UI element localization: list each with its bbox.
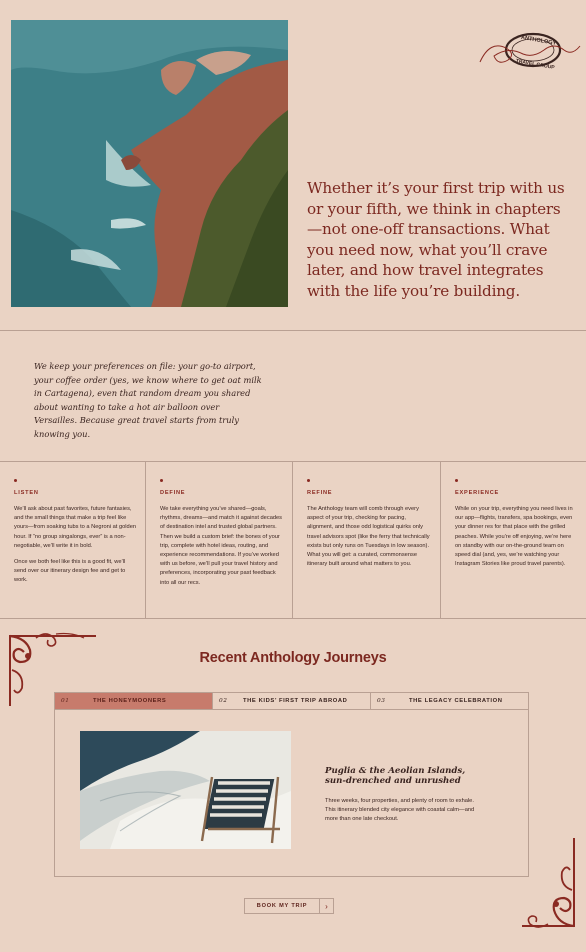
tab-number: 02 — [219, 698, 228, 704]
step-title: EXPERIENCE — [455, 490, 500, 496]
step-listen — [0, 462, 145, 618]
svg-text:ANTHOLOGY: ANTHOLOGY — [520, 34, 557, 47]
intro-statement: Whether it’s your first trip with us or your fifth, we think in chapters—not one-off transactions. What you need now, what you’ll crave later, and how travel integrates with the life you’re building. — [307, 179, 565, 300]
hero-coastal-cliff-photo — [11, 20, 288, 307]
tab-label: THE KIDS’ FIRST TRIP ABROAD — [243, 698, 348, 704]
step-define — [145, 462, 292, 618]
bullet-dot — [455, 479, 458, 482]
journey-title-line: sun-drenched and unrushed — [325, 776, 461, 786]
tab-label: THE HONEYMOONERS — [93, 698, 167, 704]
step-paragraph: The Anthology team will comb through every aspect of your trip, checking for pacing, alignment, and those odd logistical quirks only travel advisors spot (like the ferry that technically exists but only runs on Tuesdays in low season). What you will get: a curated, commonsense itinerary built around what matters to you. — [307, 506, 430, 568]
tab-legacy-celebration[interactable] — [370, 693, 528, 709]
journey-title — [325, 766, 485, 786]
step-paragraph: Once we both feel like this is a good fit, we’ll send over our itinerary design fee and get to work. — [14, 559, 126, 584]
bullet-dot — [160, 479, 163, 482]
section-divider — [0, 330, 586, 331]
preferences-note: We keep your preferences on file: your go-to airport, your coffee order (yes, we know where to get oat milk in Cartagena), even that random dream you shared about wanting to take a hot air balloon over Versailles. Because great travel starts from truly knowing you. — [34, 361, 262, 439]
button-label: BOOK MY TRIP — [256, 903, 308, 909]
section-title: Recent Anthology Journeys — [199, 650, 387, 666]
cliff-illustration — [11, 20, 288, 307]
tab-honeymooners[interactable] — [55, 693, 212, 709]
step-paragraph: We’ll ask about past favorites, future fantasies, and the small things that make a trip feel like yours—from soaking tubs to a Negroni at golden hour. If “no group singalongs, ever” is a non-negotiable, we’ll write it in bold. — [14, 506, 137, 549]
step-title: DEFINE — [160, 490, 186, 496]
tab-label: THE LEGACY CELEBRATION — [409, 698, 503, 704]
brand-seal-logo — [478, 28, 582, 72]
journey-description: Three weeks, four properties, and plenty of room to exhale. This itinerary blended city elegance with coastal calm—and more than one late checkout. — [325, 798, 475, 823]
book-my-trip-button[interactable] — [244, 898, 334, 914]
bullet-dot — [14, 479, 17, 482]
step-experience — [440, 462, 586, 618]
tab-number: 01 — [61, 698, 70, 704]
bullet-dot — [307, 479, 310, 482]
journey-photo — [80, 731, 291, 849]
tab-number: 03 — [377, 698, 386, 704]
process-steps — [0, 461, 586, 619]
svg-text:TRAVEL GROUP: TRAVEL GROUP — [515, 58, 555, 71]
chevron-right-icon: › — [319, 899, 333, 913]
step-title: REFINE — [307, 490, 333, 496]
step-title: LISTEN — [14, 490, 39, 496]
journey-tabs — [55, 693, 528, 710]
step-refine — [292, 462, 440, 618]
step-paragraph: While on your trip, everything you need lives in our app—flights, transfers, spa bookings, even your dinner res for that place with the grilled peaches. While you’re off enjoying, we’re here on standby with our on-the-ground team on speed dial (and, yes, we’re watching your Instagram Stories like proud travel parents). — [455, 506, 573, 568]
journey-title-line: Puglia & the Aeolian Islands, — [325, 766, 466, 776]
tab-kids-first-trip[interactable] — [212, 693, 370, 709]
step-paragraph: We take everything you’ve shared—goals, rhythms, dreams—and match it against decades of destination intel and trusted global partners. Then we build a custom brief: the bones of your trip, complete with hotel ideas, routing, and experience recommendations. If you’ve worked with us before, we’ll pull your travel history and preferences, incorporating your past feedback into all our recs. — [160, 506, 283, 586]
journeys-panel — [54, 692, 529, 877]
